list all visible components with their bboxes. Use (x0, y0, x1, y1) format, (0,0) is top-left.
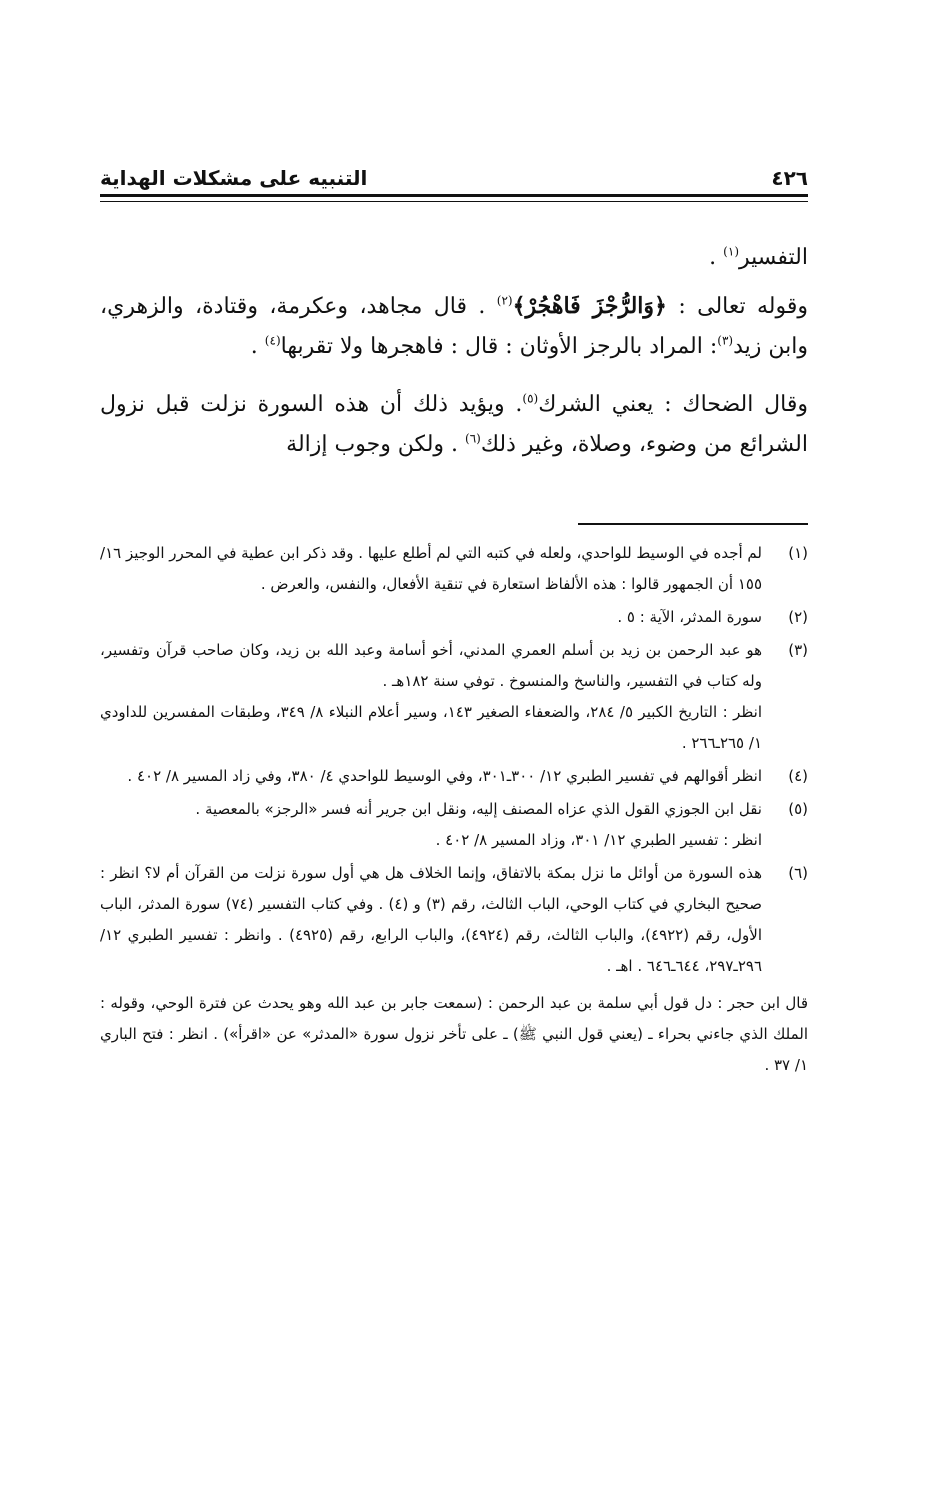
footnote-text: انظر : تفسير الطبري ١٢/ ٣٠١، وزاد المسير ٨/ ٤٠٢ . (435, 831, 762, 849)
footnote-number: (١) (788, 544, 808, 562)
main-paragraph-2: وقوله تعالى : ﴿وَالرُّجْزَ فَاهْجُرْ﴾$^{(٢)}$ . قال مجاهد، وعكرمة، وقتادة، والزهري، وابن زيد$^{(٣)}$: المراد بالرجز الأوثان : قال : فاهجرها ولا تقربها$^{(٤)}$ . (100, 293, 809, 359)
main-text (100, 238, 808, 483)
footnote-text: لم أجده في الوسيط للواحدي، ولعله في كتبه التي لم أطلع عليها . وقد ذكر ابن عطية في المحرر الوجيز ١٦/ ١٥٥ أن الجمهور قالوا : هذه الألفاظ استعارة في تنقية الأفعال، والنفس، والعرض . (100, 544, 762, 593)
footnote-text: سورة المدثر، الآية : ٥ . (617, 608, 762, 626)
footnote-6 (100, 858, 808, 982)
main-paragraph-3: وقال الضحاك : يعني الشرك$^{(٥)}$. ويؤيد ذلك أن هذه السورة نزلت قبل نزول الشرائع من وضوء، وصلاة، وغير ذلك$^{(٦)}$ . ولكن وجوب إزالة (100, 391, 808, 457)
footnote-continuation: قال ابن حجر : دل قول أبي سلمة بن عبد الرحمن : (سمعت جابر بن عبد الله وهو يحدث عن فترة الوحي، وقوله : الملك الذي جاءني بحراء ـ (يعني قول النبي ﷺ) ـ على تأخر نزول سورة «المدثر» عن «اقرأ») . انظر : فتح الباري ١/ ٣٧ . (100, 994, 808, 1074)
footnote-ref-2: (٢) (496, 293, 513, 308)
footnote-number: (٤) (788, 767, 808, 785)
footnote-ref-5: (٥) (522, 391, 539, 406)
book-title: التنبيه على مشكلات الهداية (100, 166, 368, 190)
quran-verse: ﴿وَالرُّجْزَ فَاهْجُرْ﴾ (512, 293, 667, 319)
footnote-separator (578, 523, 808, 525)
footnote-number: (٥) (788, 800, 808, 818)
footnote-text: هذه السورة من أوائل ما نزل بمكة بالاتفاق، وإنما الخلاف هل هي أول سورة نزلت من القرآن أم لا؟ انظر : صحيح البخاري في كتاب الوحي، الباب الثالث، رقم (٣) و (٤) . وفي كتاب التفسير (٧٤) سورة المدثر، الباب الأول، رقم (٤٩٢٢)، والباب الثالث، رقم (٤٩٢٤)، والباب الرابع، رقم (٤٩٢٥) . وانظر : تفسير الطبري ١٢/ ٢٩٦ـ٢٩٧، ٦٤٤ـ٦٤٦ . اهـ . (100, 864, 763, 975)
footnote-ref-1: (١) (723, 244, 739, 259)
page-number: ٤٢٦ (771, 166, 808, 190)
main-paragraph-1: التفسير$^{(١)}$ . (709, 244, 808, 270)
footnote-5 (100, 794, 808, 856)
footnote-ref-4: (٤) (264, 333, 281, 348)
footnote-text: انظر أقوالهم في تفسير الطبري ١٢/ ٣٠٠ـ٣٠١، وفي الوسيط للواحدي ٤/ ٣٨٠، وفي زاد المسير ٨/ ٤٠٢ . (127, 767, 762, 785)
footnote-ref-3: (٣) (717, 333, 734, 348)
running-header (100, 150, 808, 190)
footnote-ref-6: (٦) (465, 431, 481, 446)
footnote-text: انظر : التاريخ الكبير ٥/ ٢٨٤، والضعفاء الصغير ١٤٣، وسير أعلام النبلاء ٨/ ٣٤٩، وطبقات المفسرين للداودي ١/ ٢٦٥ـ٢٦٦ . (100, 703, 763, 752)
footnote-4 (100, 761, 808, 792)
footnote-text: نقل ابن الجوزي القول الذي عزاه المصنف إليه، ونقل ابن جرير أنه فسر «الرجز» بالمعصية . (195, 800, 762, 818)
footnote-text: هو عبد الرحمن بن زيد بن أسلم العمري المدني، أخو أسامة وعبد الله بن زيد، وكان صاحب قرآن وتفسير، وله كتاب في التفسير، والناسخ والمنسوخ . توفي سنة ١٨٢هـ . (100, 641, 762, 690)
footnotes (100, 538, 808, 1081)
header-rule-thick (100, 194, 808, 197)
footnote-2 (100, 602, 808, 633)
footnote-number: (٦) (788, 864, 808, 882)
footnote-1 (100, 538, 808, 600)
footnote-number: (٣) (788, 641, 808, 659)
footnote-3 (100, 635, 808, 759)
footnote-number: (٢) (788, 608, 808, 626)
header-rule-thin (100, 201, 808, 202)
